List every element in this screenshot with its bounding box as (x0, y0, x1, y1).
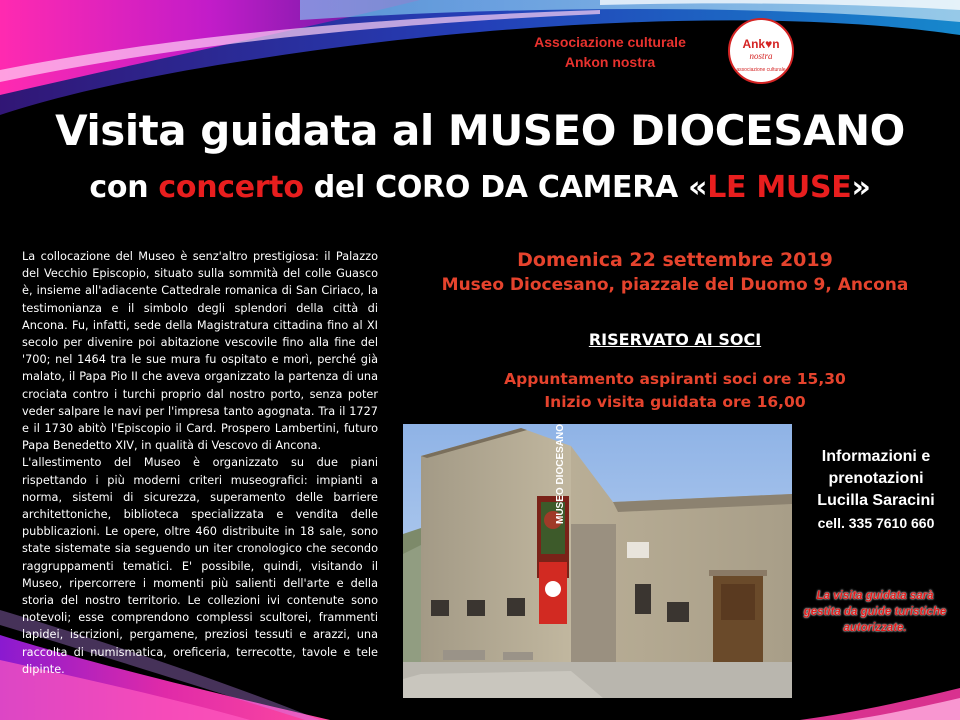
guide-note: La visita guidata sarà gestita da guide turistiche autorizzate. (803, 590, 947, 634)
ankon-nostra-logo (728, 18, 794, 84)
contact-info (796, 446, 956, 534)
event-date-location (400, 248, 950, 298)
subtitle-pre: con (89, 170, 159, 205)
association-name (505, 32, 715, 72)
subtitle-mid: del CORO DA CAMERA « (303, 170, 708, 205)
museum-sign-text: MUSEO DIOCESANO (555, 424, 566, 524)
info-line1: Informazioni e (821, 448, 931, 465)
reserved-notice: RISERVATO AI SOCI (588, 330, 762, 349)
subtitle-concerto: concerto (158, 170, 304, 205)
visit-start-time: Inizio visita guidata ore 16,00 (544, 393, 806, 411)
association-line1: Associazione culturale (534, 34, 686, 50)
logo-text-subtitle: associazione culturale (736, 67, 786, 73)
info-phone: cell. 335 7610 660 (817, 515, 935, 531)
association-line2: Ankon nostra (564, 54, 656, 70)
logo-text-ankon: Ank♥n (742, 37, 780, 51)
event-times (400, 368, 950, 414)
event-date: Domenica 22 settembre 2019 (517, 249, 833, 271)
description-paragraph-1: La collocazione del Museo è senz'altro prestigiosa: il Palazzo del Vecchio Episcopio, situato sulla sommità del colle Guasco è, insieme all'adiacente Cattedrale romanica di San Ciriaco, la testimonianza e il simbolo degli splendori della città di Ancona. Fu, infatti, sede della Magistratura cittadina fino al XI secolo per divenire poi abitazione vescovile fino alla fine del '700; nel 1464 tra le sue mura fu ospitato e morì, perché già malato, il Papa Pio II che aveva organizzato la partenza di una crociata contro i turchi proprio dal nostro porto, senza poter veder salpare le navi per l'impresa tanto agognata. Tra il 1727 e il 1730 abitò l'Episcopio il Card. Prospero Lambertini, futuro Papa Benedetto XIV, in qualità di Vescovo di Ancona. (22, 250, 378, 453)
main-title: Visita guidata al MUSEO DIOCESANO (55, 106, 905, 155)
logo-text-nostra: nostra (749, 51, 773, 61)
info-line2: prenotazioni (828, 470, 924, 487)
event-location: Museo Diocesano, piazzale del Duomo 9, Ancona (441, 275, 909, 295)
subtitle (0, 170, 960, 205)
museum-description (22, 248, 378, 678)
subtitle-post: » (851, 170, 871, 205)
info-name: Lucilla Saracini (817, 492, 935, 509)
museum-photo (403, 424, 792, 698)
appointment-time: Appuntamento aspiranti soci ore 15,30 (504, 370, 846, 388)
description-paragraph-2: L'allestimento del Museo è organizzato su due piani rispettando i più moderni criteri museografici: impianti a norma, sistemi di sicurezza, superamento delle barriere architettoniche, biblioteca specializzata e vendita delle pubblicazioni. Le opere, oltre 460 distribuite in 18 sale, sono state sistemate sia seguendo un iter cronologico che secondo raggruppamenti tematici. E' possibile, quindi, visitando il Museo, ripercorrere i momenti più salienti dell'arte e della storia del nostro territorio. Le collezioni ivi contenute sono notevoli; esse comprendono complessi scultorei, frammenti lapidei, iscrizioni, pergamene, preziosi tessuti e arazzi, una raccolta di numismatica, oreficeria, terrecotte, tavole e tele dipinte. (22, 456, 378, 676)
subtitle-le-muse: LE MUSE (707, 170, 852, 205)
